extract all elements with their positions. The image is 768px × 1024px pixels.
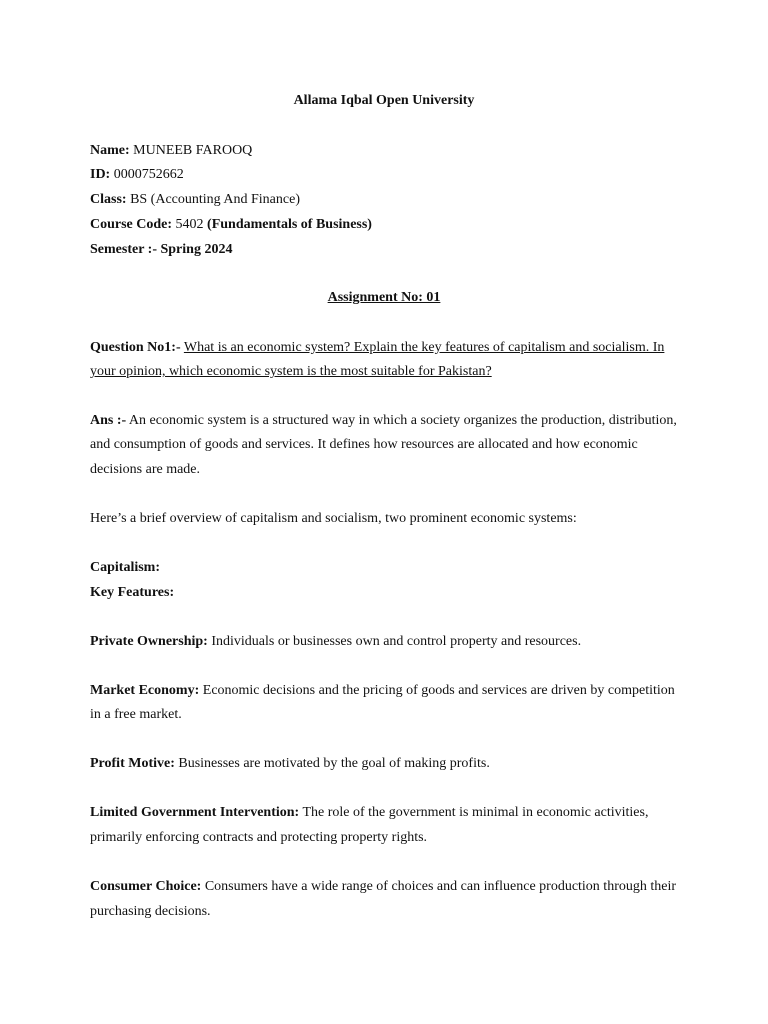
feature-text: Economic decisions and the pricing of goods and services are driven by competition — [202, 683, 675, 698]
answer-label: Ans :- — [90, 413, 127, 428]
feature-consumer-choice-cont: purchasing decisions. — [90, 904, 211, 919]
overview-line: Here’s a brief overview of capitalism and socialism, two prominent economic systems: — [90, 511, 577, 526]
course-code-label: Course Code: — [90, 217, 173, 232]
name-value: MUNEEB FAROOQ — [133, 143, 253, 158]
feature-text: The role of the government is minimal in economic activities, — [302, 805, 649, 820]
class-value: BS (Accounting And Finance) — [130, 192, 300, 207]
feature-label: Consumer Choice: — [90, 879, 202, 894]
class-label: Class: — [90, 192, 127, 207]
feature-limited-government — [90, 804, 648, 822]
course-code-line — [90, 216, 372, 234]
question-label: Question No1:- — [90, 340, 181, 355]
semester-line: Semester :- Spring 2024 — [90, 242, 233, 257]
feature-label: Private Ownership: — [90, 634, 208, 649]
feature-label: Market Economy: — [90, 683, 200, 698]
id-value: 0000752662 — [113, 167, 184, 182]
answer-text-1: An economic system is a structured way in which a society organizes the production, distribution, — [128, 413, 677, 428]
answer-line-1 — [90, 412, 677, 430]
university-title: Allama Iqbal Open University — [293, 93, 475, 108]
feature-text: Businesses are motivated by the goal of making profits. — [178, 756, 490, 771]
feature-private-ownership — [90, 633, 581, 651]
course-name: (Fundamentals of Business) — [207, 217, 372, 232]
student-class-line — [90, 191, 300, 209]
capitalism-heading: Capitalism: — [90, 560, 160, 575]
feature-label: Limited Government Intervention: — [90, 805, 300, 820]
assignment-title: Assignment No: 01 — [327, 290, 441, 305]
question-line-1 — [90, 339, 664, 357]
question-line-2: your opinion, which economic system is the most suitable for Pakistan? — [90, 364, 492, 379]
feature-market-economy-cont: in a free market. — [90, 707, 182, 722]
feature-text: Individuals or businesses own and control property and resources. — [211, 634, 582, 649]
feature-text: Consumers have a wide range of choices and can influence production through their — [204, 879, 677, 894]
feature-consumer-choice — [90, 878, 676, 896]
feature-profit-motive — [90, 755, 490, 773]
feature-label: Profit Motive: — [90, 756, 175, 771]
answer-line-3: decisions are made. — [90, 462, 201, 477]
answer-line-2: and consumption of goods and services. It defines how resources are allocated and how economic — [90, 437, 638, 452]
key-features-heading: Key Features: — [90, 585, 175, 600]
feature-market-economy — [90, 682, 675, 700]
id-label: ID: — [90, 167, 111, 182]
student-name-line — [90, 142, 252, 160]
student-id-line — [90, 166, 184, 184]
course-code-value: 5402 — [175, 217, 204, 232]
name-label: Name: — [90, 143, 130, 158]
question-text-1: What is an economic system? Explain the key features of capitalism and socialism. In — [183, 340, 665, 355]
feature-limited-government-cont: primarily enforcing contracts and protecting property rights. — [90, 830, 428, 845]
